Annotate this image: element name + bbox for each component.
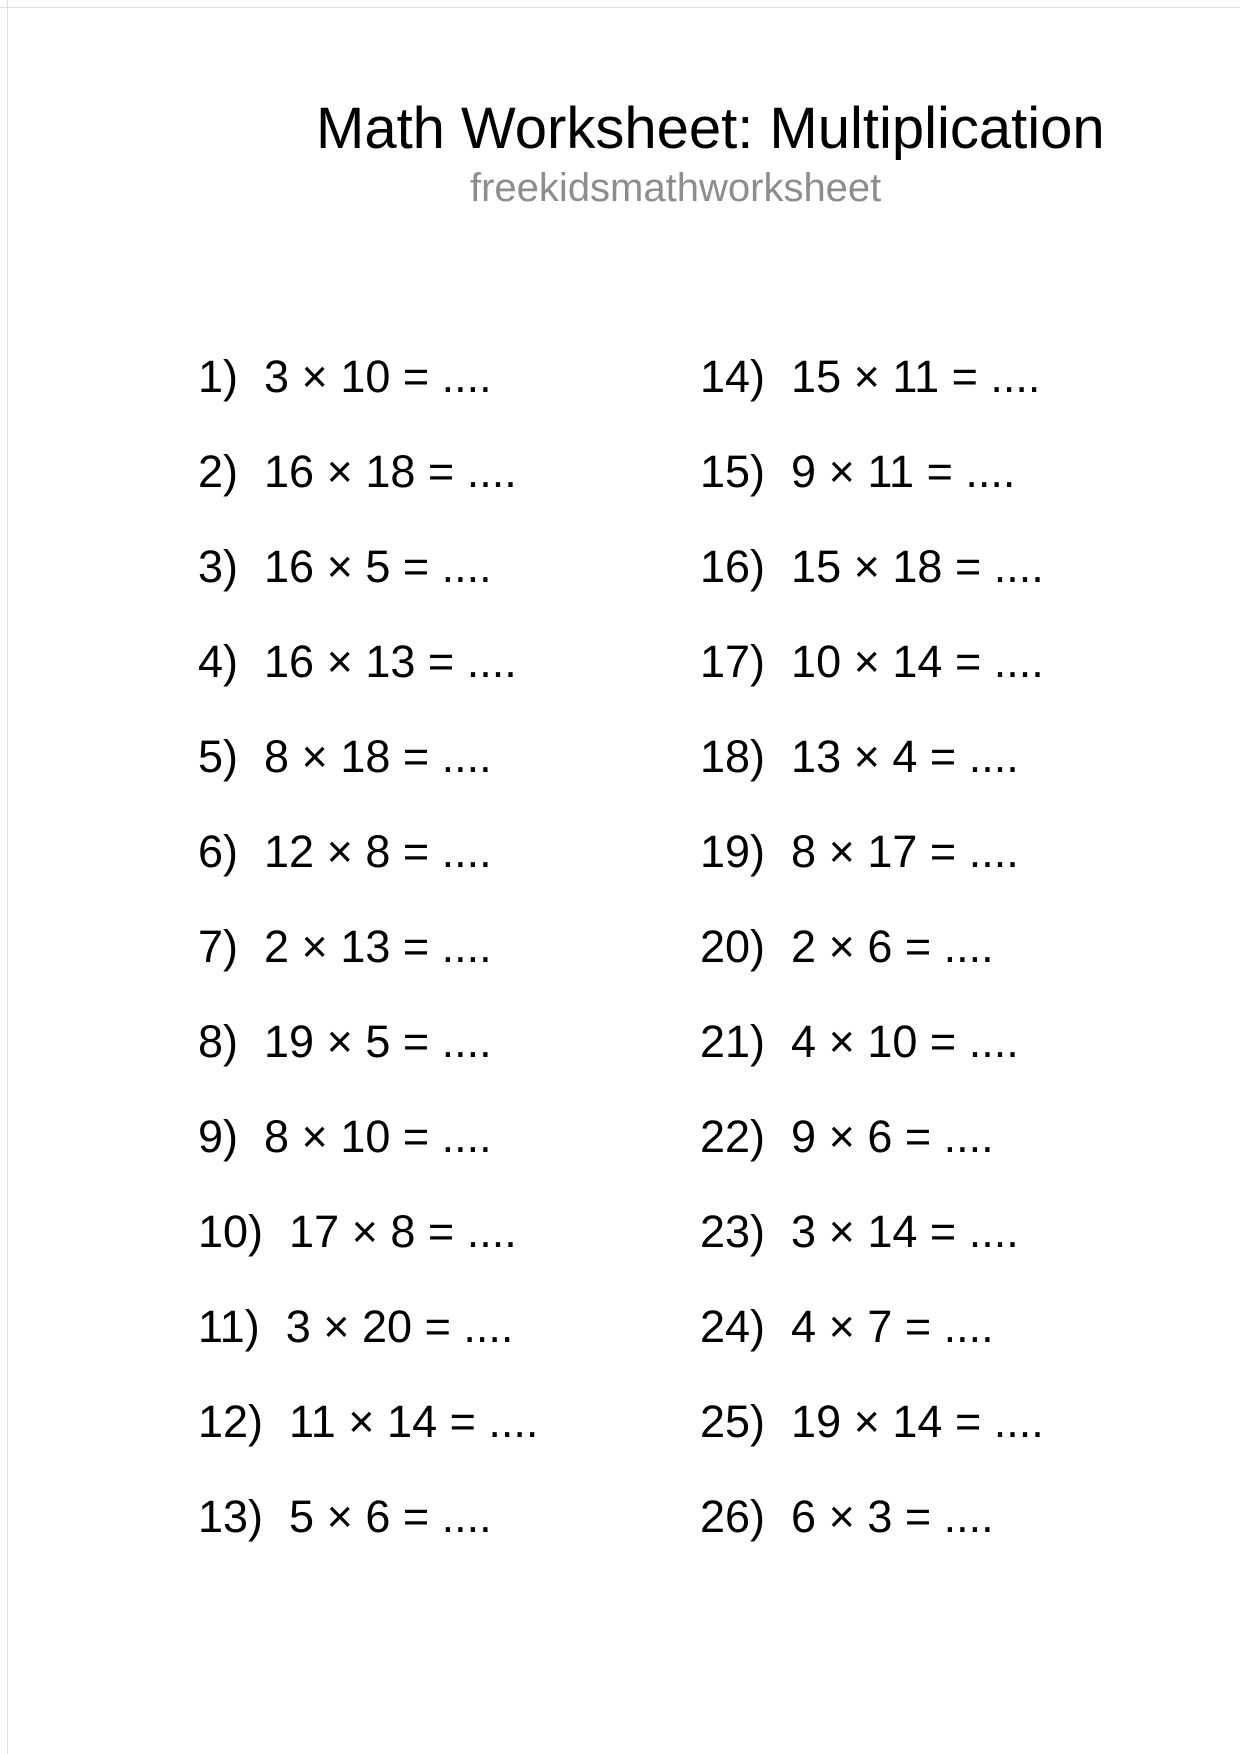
problem-expression: 12 × 8 = .... [264,825,492,877]
problem-row [700,424,1044,519]
problem-row [700,614,1044,709]
problem-number: 22) [700,1110,766,1162]
problem-row [198,994,538,1089]
problem-row [700,804,1044,899]
problem-number: 5) [198,730,239,782]
problem-number: 23) [700,1205,766,1257]
problem-number: 11) [198,1300,260,1352]
problem-row [198,709,538,804]
problem-expression: 8 × 10 = .... [264,1110,492,1162]
problem-row [198,1184,538,1279]
problem-number: 20) [700,920,766,972]
problems-column-right [700,329,1044,1564]
problem-number: 3) [198,540,239,592]
problem-row [700,1089,1044,1184]
problem-row [700,519,1044,614]
problem-row [700,709,1044,804]
problem-number: 10) [198,1205,264,1257]
problem-row [700,329,1044,424]
problem-expression: 3 × 20 = .... [285,1300,514,1352]
problem-expression: 10 × 14 = .... [791,635,1044,687]
problem-number: 15) [700,445,766,497]
problem-expression: 3 × 14 = .... [791,1205,1019,1257]
problem-number: 17) [700,635,766,687]
problem-number: 8) [198,1015,239,1067]
problem-row [198,1374,538,1469]
problem-row [700,1279,1044,1374]
problem-expression: 16 × 18 = .... [264,445,517,497]
problem-row [198,329,538,424]
problem-number: 18) [700,730,766,782]
problem-number: 12) [198,1395,264,1447]
problem-expression: 16 × 5 = .... [264,540,492,592]
problem-number: 16) [700,540,766,592]
problem-row [198,614,538,709]
problem-expression: 15 × 18 = .... [791,540,1044,592]
problem-expression: 19 × 14 = .... [791,1395,1044,1447]
problems-column-left [198,329,538,1564]
page-subtitle: freekidsmathworksheet [470,166,882,210]
problem-expression: 4 × 7 = .... [791,1300,994,1352]
problem-row [700,1184,1044,1279]
problem-row [198,424,538,519]
problem-number: 7) [198,920,239,972]
problem-row [198,1089,538,1184]
problem-row [198,804,538,899]
page-border-left [7,0,8,1754]
problem-expression: 8 × 17 = .... [791,825,1019,877]
problem-row [700,1469,1044,1564]
problem-expression: 8 × 18 = .... [264,730,492,782]
page-title: Math Worksheet: Multiplication [316,96,1105,161]
problem-expression: 2 × 6 = .... [791,920,994,972]
problem-expression: 3 × 10 = .... [264,350,492,402]
problem-row [198,519,538,614]
problem-number: 6) [198,825,239,877]
problem-number: 13) [198,1490,264,1542]
problem-number: 26) [700,1490,766,1542]
problem-number: 4) [198,635,239,687]
problem-expression: 9 × 11 = .... [791,445,1016,497]
problem-expression: 17 × 8 = .... [289,1205,517,1257]
problem-number: 24) [700,1300,766,1352]
problem-row [198,1469,538,1564]
problem-expression: 19 × 5 = .... [264,1015,492,1067]
problem-row [198,1279,538,1374]
problem-number: 14) [700,350,766,402]
problem-number: 9) [198,1110,239,1162]
problem-expression: 6 × 3 = .... [791,1490,994,1542]
problem-expression: 9 × 6 = .... [791,1110,994,1162]
problem-number: 21) [700,1015,766,1067]
problem-expression: 15 × 11 = .... [791,350,1041,402]
problem-number: 25) [700,1395,766,1447]
problem-number: 2) [198,445,239,497]
problem-expression: 13 × 4 = .... [791,730,1019,782]
problem-row [700,994,1044,1089]
problem-expression: 2 × 13 = .... [264,920,492,972]
problem-row [700,899,1044,994]
problem-number: 1) [198,350,239,402]
problem-expression: 5 × 6 = .... [289,1490,492,1542]
problem-expression: 4 × 10 = .... [791,1015,1019,1067]
problem-number: 19) [700,825,766,877]
problem-expression: 16 × 13 = .... [264,635,517,687]
problem-expression: 11 × 14 = .... [289,1395,539,1447]
problem-row [700,1374,1044,1469]
problem-row [198,899,538,994]
page-border-top [0,7,1240,8]
